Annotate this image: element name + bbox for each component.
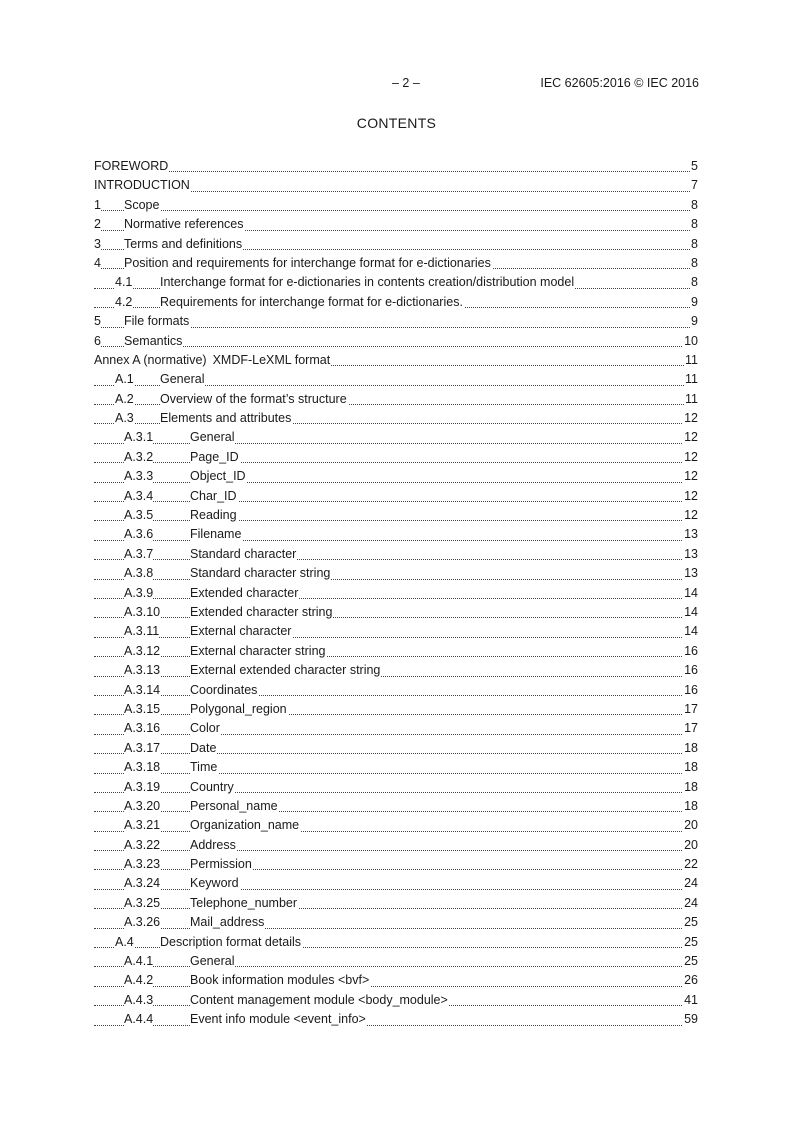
dot-leader xyxy=(94,520,698,521)
toc-entry-number: A.3.24 xyxy=(124,874,160,893)
toc-entry-label: Description format details xyxy=(160,933,302,952)
toc-entry-page: 16 xyxy=(683,642,698,661)
toc-entry[interactable] xyxy=(94,157,698,176)
toc-entry-number: A.3.17 xyxy=(124,739,160,758)
dot-leader xyxy=(94,540,698,541)
toc-entry-label: Address xyxy=(190,836,237,855)
toc-entry[interactable] xyxy=(94,351,698,370)
toc-entry-page: 11 xyxy=(684,351,698,370)
toc-entry-label: Permission xyxy=(190,855,253,874)
dot-leader xyxy=(94,1025,698,1026)
toc-entry-number: A.3.25 xyxy=(124,894,160,913)
dot-leader xyxy=(94,695,698,696)
toc-entry[interactable] xyxy=(94,390,698,409)
toc-entry-number: A.3.1 xyxy=(124,428,153,447)
toc-entry-number: A.3.10 xyxy=(124,603,160,622)
dot-leader xyxy=(94,579,698,580)
dot-leader xyxy=(94,676,698,677)
toc-entry-number: 6 xyxy=(94,332,101,351)
toc-entry[interactable] xyxy=(94,836,698,855)
toc-entry-page: 25 xyxy=(683,952,698,971)
toc-entry-page: 12 xyxy=(683,487,698,506)
toc-entry[interactable] xyxy=(94,971,698,990)
toc-entry-page: 11 xyxy=(684,390,698,409)
toc-entry[interactable] xyxy=(94,370,698,389)
dot-leader xyxy=(94,928,698,929)
toc-entry[interactable] xyxy=(94,467,698,486)
toc-entry[interactable] xyxy=(94,778,698,797)
toc-entry[interactable] xyxy=(94,487,698,506)
table-of-contents xyxy=(94,157,698,1030)
toc-entry-label: Filename xyxy=(190,525,242,544)
toc-entry-page: 14 xyxy=(683,603,698,622)
toc-entry[interactable] xyxy=(94,525,698,544)
toc-entry[interactable] xyxy=(94,874,698,893)
toc-entry-label: General xyxy=(160,370,205,389)
toc-entry[interactable] xyxy=(94,428,698,447)
toc-entry[interactable] xyxy=(94,758,698,777)
toc-entry-label: Coordinates xyxy=(190,681,258,700)
toc-entry-page: 17 xyxy=(683,700,698,719)
toc-entry-label: Book information modules <bvf> xyxy=(190,971,370,990)
toc-entry-number: A.3.3 xyxy=(124,467,153,486)
annex-designation: Annex A (normative) xyxy=(94,352,207,367)
toc-entry-page: 8 xyxy=(690,235,698,254)
toc-entry[interactable] xyxy=(94,681,698,700)
toc-entry-label: FOREWORD xyxy=(94,157,169,176)
dot-leader xyxy=(94,773,698,774)
toc-entry-page: 25 xyxy=(683,933,698,952)
toc-entry-page: 20 xyxy=(683,836,698,855)
toc-entry-label: Country xyxy=(190,778,235,797)
toc-entry-page: 26 xyxy=(683,971,698,990)
toc-entry-label: Personal_name xyxy=(190,797,279,816)
toc-entry-number: 1 xyxy=(94,196,101,215)
toc-entry-page: 18 xyxy=(683,778,698,797)
toc-entry[interactable] xyxy=(94,312,698,331)
toc-entry-number: A.4.2 xyxy=(124,971,153,990)
dot-leader xyxy=(94,908,698,909)
toc-entry-page: 22 xyxy=(683,855,698,874)
toc-entry[interactable] xyxy=(94,235,698,254)
toc-entry-number: A.2 xyxy=(115,390,134,409)
toc-entry-number: A.3.13 xyxy=(124,661,160,680)
toc-entry-number: A.3.7 xyxy=(124,545,153,564)
toc-entry-number: A.3.22 xyxy=(124,836,160,855)
toc-entry-label: Scope xyxy=(124,196,160,215)
toc-entry[interactable] xyxy=(94,933,698,952)
dot-leader xyxy=(94,501,698,502)
toc-entry-label: Event info module <event_info> xyxy=(190,1010,367,1029)
toc-entry[interactable] xyxy=(94,1010,698,1029)
toc-entry-number: 4.1 xyxy=(115,273,132,292)
dot-leader xyxy=(94,443,698,444)
dot-leader xyxy=(94,889,698,890)
toc-entry-label: File formats xyxy=(124,312,190,331)
toc-entry-label: Telephone_number xyxy=(190,894,298,913)
dot-leader xyxy=(94,811,698,812)
dot-leader xyxy=(94,714,698,715)
toc-entry-label xyxy=(94,351,331,370)
toc-entry[interactable] xyxy=(94,622,698,641)
toc-entry-label: Elements and attributes xyxy=(160,409,292,428)
toc-entry[interactable] xyxy=(94,506,698,525)
toc-entry-label: Standard character xyxy=(190,545,297,564)
toc-entry-number: A.3.19 xyxy=(124,778,160,797)
toc-entry[interactable] xyxy=(94,797,698,816)
toc-entry-number: A.3.5 xyxy=(124,506,153,525)
toc-entry[interactable] xyxy=(94,719,698,738)
page-number: – 2 – xyxy=(392,76,420,90)
toc-entry-page: 20 xyxy=(683,816,698,835)
toc-entry-number: A.3.8 xyxy=(124,564,153,583)
dot-leader xyxy=(94,966,698,967)
toc-entry-label: Semantics xyxy=(124,332,183,351)
dot-leader xyxy=(94,656,698,657)
toc-entry-label: Keyword xyxy=(190,874,240,893)
toc-entry-page: 18 xyxy=(683,797,698,816)
toc-entry-label: Position and requirements for interchange format for e-dictionaries xyxy=(124,254,492,273)
toc-entry[interactable] xyxy=(94,952,698,971)
toc-entry-number: 5 xyxy=(94,312,101,331)
dot-leader xyxy=(94,171,698,172)
toc-entry[interactable] xyxy=(94,196,698,215)
toc-entry-number: A.3.14 xyxy=(124,681,160,700)
dot-leader xyxy=(94,617,698,618)
toc-entry-label: External character xyxy=(190,622,292,641)
toc-entry-label: Color xyxy=(190,719,221,738)
toc-entry-page: 5 xyxy=(690,157,698,176)
toc-entry-label: External character string xyxy=(190,642,326,661)
toc-entry-page: 18 xyxy=(683,739,698,758)
toc-entry-label: Terms and definitions xyxy=(124,235,243,254)
toc-entry-label: Date xyxy=(190,739,217,758)
toc-entry[interactable] xyxy=(94,700,698,719)
toc-entry-page: 41 xyxy=(683,991,698,1010)
toc-entry[interactable] xyxy=(94,332,698,351)
toc-entry[interactable] xyxy=(94,584,698,603)
dot-leader xyxy=(94,753,698,754)
toc-entry[interactable] xyxy=(94,564,698,583)
toc-entry-number: A.3.21 xyxy=(124,816,160,835)
toc-entry-number: A.4.4 xyxy=(124,1010,153,1029)
toc-entry[interactable] xyxy=(94,855,698,874)
toc-entry-label: Interchange format for e-dictionaries in contents creation/distribution model xyxy=(160,273,575,292)
toc-entry-label: Extended character xyxy=(190,584,299,603)
toc-entry-page: 12 xyxy=(683,467,698,486)
toc-entry-page: 11 xyxy=(684,370,698,389)
toc-entry-label: Polygonal_region xyxy=(190,700,288,719)
toc-entry-page: 24 xyxy=(683,894,698,913)
toc-entry-page: 13 xyxy=(683,545,698,564)
toc-entry-number: 3 xyxy=(94,235,101,254)
standard-reference: IEC 62605:2016 © IEC 2016 xyxy=(540,76,699,90)
toc-entry[interactable] xyxy=(94,661,698,680)
toc-entry-number: A.3.18 xyxy=(124,758,160,777)
toc-entry-page: 8 xyxy=(690,196,698,215)
toc-entry-number: A.3.15 xyxy=(124,700,160,719)
toc-entry-number: 2 xyxy=(94,215,101,234)
toc-entry-number: A.3.9 xyxy=(124,584,153,603)
annex-title: XMDF-LeXML format xyxy=(212,352,331,367)
toc-entry[interactable] xyxy=(94,894,698,913)
dot-leader xyxy=(94,598,698,599)
toc-entry[interactable] xyxy=(94,642,698,661)
toc-entry-page: 12 xyxy=(683,409,698,428)
toc-entry-number: A.3.2 xyxy=(124,448,153,467)
toc-entry-page: 17 xyxy=(683,719,698,738)
toc-entry-label: General xyxy=(190,952,235,971)
dot-leader xyxy=(94,734,698,735)
dot-leader xyxy=(94,986,698,987)
toc-entry-label: Reading xyxy=(190,506,238,525)
toc-entry-label: INTRODUCTION xyxy=(94,176,191,195)
toc-entry-page: 12 xyxy=(683,448,698,467)
toc-entry-number: A.3.26 xyxy=(124,913,160,932)
toc-entry-number: A.3.11 xyxy=(124,622,159,641)
toc-entry[interactable] xyxy=(94,991,698,1010)
toc-entry-number: A.3 xyxy=(115,409,134,428)
toc-entry-number: A.3.16 xyxy=(124,719,160,738)
toc-entry-page: 25 xyxy=(683,913,698,932)
toc-entry-label: Organization_name xyxy=(190,816,300,835)
toc-entry[interactable] xyxy=(94,603,698,622)
toc-entry[interactable] xyxy=(94,913,698,932)
toc-entry-page: 24 xyxy=(683,874,698,893)
toc-entry[interactable] xyxy=(94,448,698,467)
toc-entry-label: Extended character string xyxy=(190,603,333,622)
toc-entry[interactable] xyxy=(94,215,698,234)
page-title: CONTENTS xyxy=(356,115,437,131)
toc-entry-number: A.3.4 xyxy=(124,487,153,506)
toc-entry-page: 9 xyxy=(690,312,698,331)
dot-leader xyxy=(94,559,698,560)
toc-entry-number: 4 xyxy=(94,254,101,273)
dot-leader xyxy=(94,346,698,347)
toc-entry-page: 14 xyxy=(683,584,698,603)
dot-leader xyxy=(94,210,698,211)
toc-entry-number: A.3.23 xyxy=(124,855,160,874)
toc-entry-number: A.1 xyxy=(115,370,134,389)
dot-leader xyxy=(94,792,698,793)
toc-entry[interactable] xyxy=(94,545,698,564)
toc-entry-number: A.3.6 xyxy=(124,525,153,544)
toc-entry-page: 14 xyxy=(683,622,698,641)
dot-leader xyxy=(94,482,698,483)
toc-entry-label: Requirements for interchange format for e-dictionaries. xyxy=(160,293,464,312)
toc-entry-label: Content management module <body_module> xyxy=(190,991,449,1010)
toc-entry-page: 13 xyxy=(683,525,698,544)
dot-leader xyxy=(94,850,698,851)
toc-entry-page: 59 xyxy=(683,1010,698,1029)
toc-entry-page: 9 xyxy=(690,293,698,312)
toc-entry-page: 10 xyxy=(683,332,698,351)
toc-entry-page: 12 xyxy=(683,506,698,525)
toc-entry[interactable] xyxy=(94,176,698,195)
toc-entry-number: A.4.1 xyxy=(124,952,153,971)
toc-entry[interactable] xyxy=(94,816,698,835)
toc-entry[interactable] xyxy=(94,739,698,758)
toc-entry[interactable] xyxy=(94,254,698,273)
toc-entry-label: External extended character string xyxy=(190,661,381,680)
toc-entry-label: General xyxy=(190,428,235,447)
toc-entry-page: 7 xyxy=(690,176,698,195)
toc-entry-number: 4.2 xyxy=(115,293,132,312)
toc-entry-label: Page_ID xyxy=(190,448,240,467)
toc-entry-number: A.4 xyxy=(115,933,134,952)
toc-entry-page: 16 xyxy=(683,661,698,680)
toc-entry[interactable] xyxy=(94,293,698,312)
toc-entry-page: 8 xyxy=(690,215,698,234)
dot-leader xyxy=(94,462,698,463)
dot-leader xyxy=(94,831,698,832)
dot-leader xyxy=(94,869,698,870)
toc-entry-label: Time xyxy=(190,758,218,777)
toc-entry-label: Char_ID xyxy=(190,487,238,506)
toc-entry-page: 13 xyxy=(683,564,698,583)
toc-entry-page: 18 xyxy=(683,758,698,777)
toc-entry-label: Overview of the format’s structure xyxy=(160,390,348,409)
toc-entry[interactable] xyxy=(94,409,698,428)
toc-entry-label: Normative references xyxy=(124,215,245,234)
toc-entry[interactable] xyxy=(94,273,698,292)
dot-leader xyxy=(94,637,698,638)
toc-entry-page: 16 xyxy=(683,681,698,700)
toc-entry-label: Mail_address xyxy=(190,913,265,932)
toc-entry-number: A.3.12 xyxy=(124,642,160,661)
toc-entry-page: 8 xyxy=(690,273,698,292)
toc-entry-label: Object_ID xyxy=(190,467,247,486)
toc-entry-page: 12 xyxy=(683,428,698,447)
toc-entry-number: A.3.20 xyxy=(124,797,160,816)
toc-entry-number: A.4.3 xyxy=(124,991,153,1010)
toc-entry-page: 8 xyxy=(690,254,698,273)
toc-entry-label: Standard character string xyxy=(190,564,331,583)
